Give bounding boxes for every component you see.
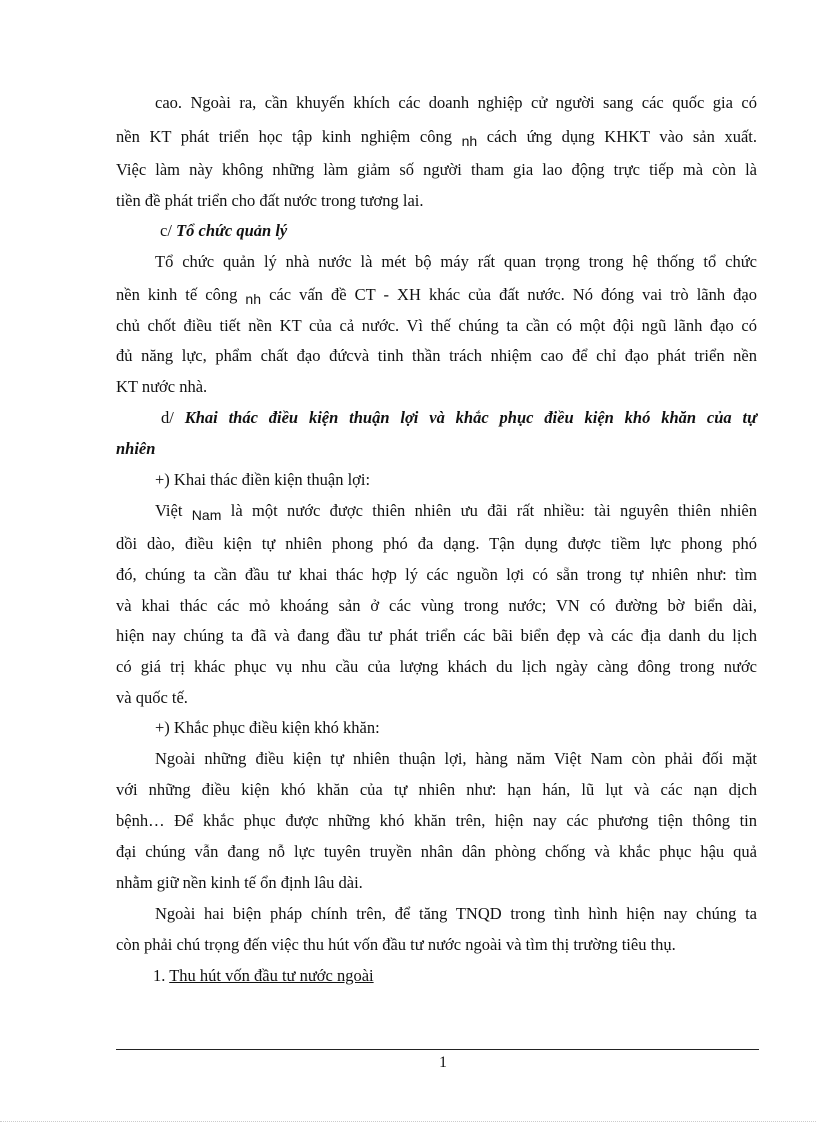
paragraph-line: Ngoài hai biện pháp chính trên, để tăng TNQD trong tình hình hiện nay chúng ta [155,904,757,923]
section-heading-d: d/ Khai thác điều kiện thuận lợi và khắc phục điều kiện khó khăn của tự [161,408,757,427]
sub-heading: +) Khắc phục điều kiện khó khăn: [155,718,380,737]
section-heading-d-cont: nhiên [116,439,156,458]
section-heading-c: c/ Tổ chức quản lý [160,221,288,240]
paragraph-line: nhằm giữ nền kinh tế ổn định lâu dài. [116,873,363,892]
paragraph-line: còn phải chú trọng đến việc thu hút vốn đầu tư nước ngoài và tìm thị trường tiêu thụ. [116,935,676,954]
paragraph-line: dồi dào, điều kiện tự nhiên phong phó đa dạng. Tận dụng được tiềm lực phong phó [116,534,757,553]
paragraph-line: KT nước nhà. [116,377,208,396]
paragraph-line: với những điều kiện khó khăn của tự nhiên như: hạn hán, lũ lụt và các nạn dịch [116,780,757,799]
paragraph-line: tiền đề phát triển cho đất nước trong tương lai. [116,191,424,210]
paragraph-line: nền kinh tế công $_{nh}$ các vấn đề CT - XH khác của đất nước. Nó đóng vai trò lãnh đạo [116,285,758,307]
paragraph-line: có giá trị khác phục vụ nhu cầu của lượng khách du lịch ngày càng đông trong nước [116,657,757,676]
paragraph-line: đại chúng vẫn đang nỗ lực tuyên truyền nhân dân phòng chống và khắc phục hậu quả [116,842,757,861]
page-number: 1 [439,1054,447,1071]
paragraph-line: đó, chúng ta cần đầu tư khai thác hợp lý các nguồn lợi có sẵn trong tự nhiên như: tìm [116,565,757,584]
paragraph-line: đủ năng lực, phẩm chất đạo đứcvà tinh thần trách nhiệm cao để chỉ đạo phát triển nền [116,346,757,365]
paragraph-line: Việt $_{Nam}$ là một nước được thiên nhiên ưu đãi rất nhiều: tài nguyên thiên nhiên [155,501,757,523]
paragraph-line: và quốc tế. [116,688,188,707]
sub-heading: +) Khai thác điền kiện thuận lợi: [155,470,371,489]
paragraph-line: hiện nay chúng ta đã và đang đầu tư phát triển các bãi biển đẹp và các địa danh du lịch [116,626,757,645]
section-heading-1: 1. Thu hút vốn đầu tư nước ngoài [153,966,374,985]
paragraph-line: cao. Ngoài ra, cần khuyến khích các doanh nghiệp cử người sang các quốc gia có [155,93,757,112]
paragraph-line: bệnh… Để khắc phục được những khó khăn trên, hiện nay các phương tiện thông tin [116,811,757,830]
paragraph-line: Tổ chức quản lý nhà nước là mét bộ máy rất quan trọng trong hệ thống tổ chức [155,252,757,271]
paragraph-line: Ngoài những điều kiện tự nhiên thuận lợi, hàng năm Việt Nam còn phải đối mặt [155,749,757,768]
paragraph-line: và khai thác các mỏ khoáng sản ở các vùng trong nước; VN có đường bờ biển dài, [116,596,757,615]
paragraph-line: Việc làm này không những làm giảm số người tham gia lao động trực tiếp mà còn là [116,160,757,179]
paragraph-line: chủ chốt điều tiết nền KT của cả nước. Vì thế chúng ta cần có một đội ngũ lãnh đạo có [116,316,757,335]
page-bottom-border [0,1121,816,1122]
paragraph-line: nền KT phát triển học tập kinh nghiệm công $_{nh}$ cách ứng dụng KHKT vào sản xuất. [116,127,757,149]
footer-rule [116,1049,759,1050]
